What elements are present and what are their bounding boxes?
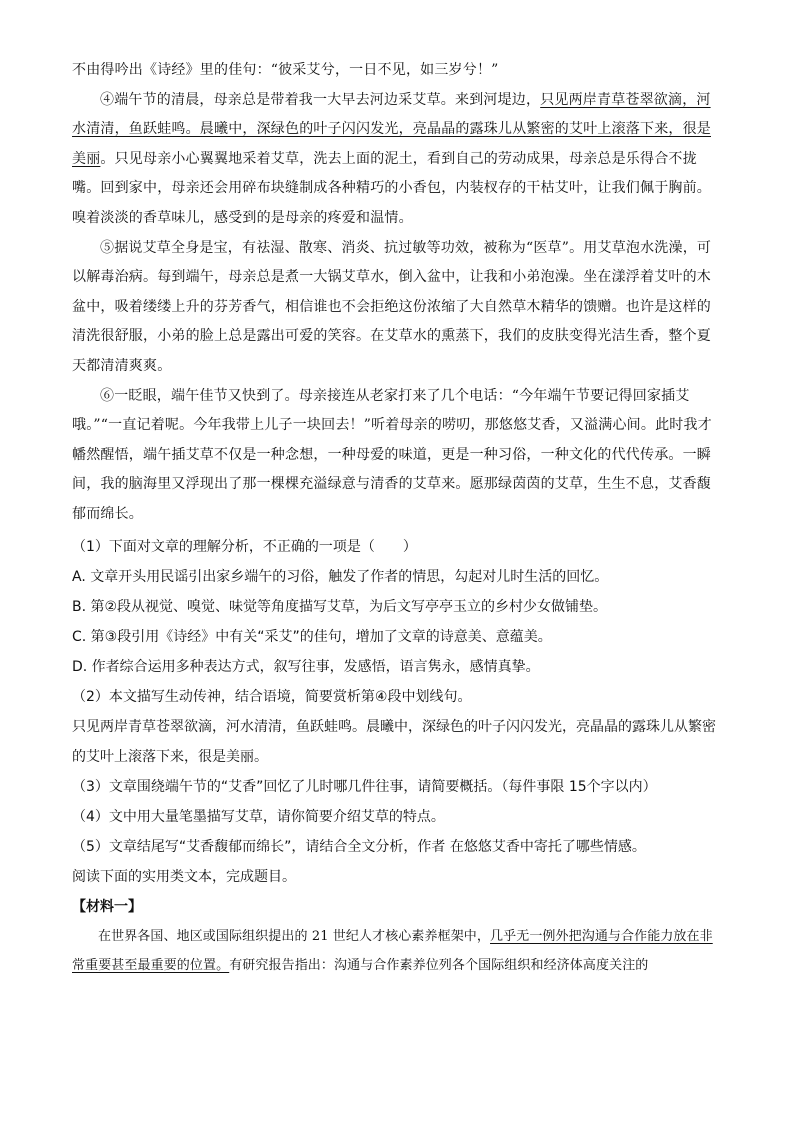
- paragraph-5: ⑤据说艾草全身是宝，有祛湿、散寒、消炎、抗过敏等功效，被称为“医草”。用艾草泡水洗澡，可以解毒治病。每到端午，母亲总是煮一大锅艾草水，倒入盆中，让我和小弟泡澡。坐在漾浮着艾叶的木盆中，吸着缕缕上升的芬芳香气，相信谁也不会拒绝这份浓缩了大自然草木精华的馈赠。也许是这样的清洗很舒服，小弟的脸上总是露出可爱的笑容。在艾草水的熏蒸下，我们的皮肤变得光洁生香，整个夏天都清清爽爽。: [72, 239, 712, 374]
- paragraph-4-text-a: ④端午节的清晨，母亲总是带着我一大早去河边采艾草。来到河堤边，: [100, 91, 541, 108]
- material-1-text-b: 有研究报告指出：沟通与合作素养位列各个国际组织和经济体高度关注的: [229, 957, 649, 973]
- question-2: （2）本文描写生动传神，结合语境，简要赏析第④段中划线句。: [72, 688, 472, 705]
- question-2-quoted-sentence: 只见两岸青草苍翠欲滴，河水清清，鱼跃蛙鸣。晨曦中，深绿色的叶子闪闪发光，亮晶晶的露珠儿从繁密的艾叶上滚落下来，很是美丽。: [72, 718, 716, 765]
- question-3: （3）文章围绕端午节的“艾香”回忆了儿时哪几件往事，请简要概括。（每件事限 15个字以内）: [72, 778, 657, 795]
- paragraph-4-text-b: 。只见母亲小心翼翼地采着艾草，洗去上面的泥土，看到自己的劳动成果，母亲总是乐得合不拢嘴。回到家中，母亲还会用碎布块缝制成各种精巧的小香包，内装杈存的干枯艾叶，让我们佩于胸前。嗅着淡淡的香草味儿，感受到的是母亲的疼爱和温情。: [72, 150, 711, 226]
- material-1-text-a: 在世界各国、地区或国际组织提出的 21 世纪人才核心素养框架中，: [98, 928, 491, 944]
- passage-intro-line: 不由得吟出《诗经》里的佳句：“彼采艾兮，一日不见，如三岁兮！”: [72, 62, 499, 78]
- material-1-paragraph: [72, 922, 724, 980]
- question-1-option-a: A. 文章开头用民谣引出家乡端午的习俗，触发了作者的情思，勾起对儿时生活的回忆。: [72, 568, 609, 585]
- question-1-option-b: B. 第②段从视觉、嗅觉、味觉等角度描写艾草，为后文写亭亭玉立的乡村少女做铺垫。: [72, 598, 608, 615]
- question-5: （5）文章结尾写“艾香馥郁而绵长”，请结合全文分析，作者 在悠悠艾香中寄托了哪些情感。: [72, 838, 646, 855]
- paragraph-4-underlined-sentence: 只见两岸青草苍翠欲滴，河水清清，鱼跃蛙鸣。晨曦中，深绿色的叶子闪闪发光，亮晶晶的露珠儿从繁密的艾叶上滚落下来，很是美丽: [72, 91, 711, 167]
- question-1-option-c: C. 第③段引用《诗经》中有关“采艾”的佳句，增加了文章的诗意美、意蕴美。: [72, 628, 552, 645]
- question-1: （1）下面对文章的理解分析，不正确的一项是（ ）: [72, 538, 417, 555]
- question-list: [72, 532, 724, 922]
- question-1-option-d: D. 作者综合运用多种表达方式，叙写往事，发感悟，语言隽永，感情真挚。: [72, 658, 540, 675]
- paragraph-4: [72, 86, 724, 234]
- material-1-underlined-sentence: 几乎无一例外把沟通与合作能力放在非常重要甚至最重要的位置。: [72, 928, 713, 973]
- material-1-heading: 【材料一】: [72, 898, 142, 915]
- paragraph-6: ⑥一眨眼，端午佳节又快到了。母亲接连从老家打来了几个电话：“今年端午节要记得回家插艾哦。”“一直记着呢。今年我带上儿子一块回去！”听着母亲的唠叨，那悠悠艾香，又溢满心间。此时我才幡然醒悟，端午插艾草不仅是一种念想，一种母爱的味道，更是一种习俗，一种文化的代代传承。一瞬间，我的脑海里又浮现出了那一棵棵充溢绿意与清香的艾草来。愿那绿茵茵的艾草，生生不息，艾香馥郁而绵长。: [72, 387, 712, 522]
- section-intro: 阅读下面的实用类文本，完成题目。: [72, 868, 296, 885]
- question-4: （4）文中用大量笔墨描写艾草，请你简要介绍艾草的特点。: [72, 808, 445, 825]
